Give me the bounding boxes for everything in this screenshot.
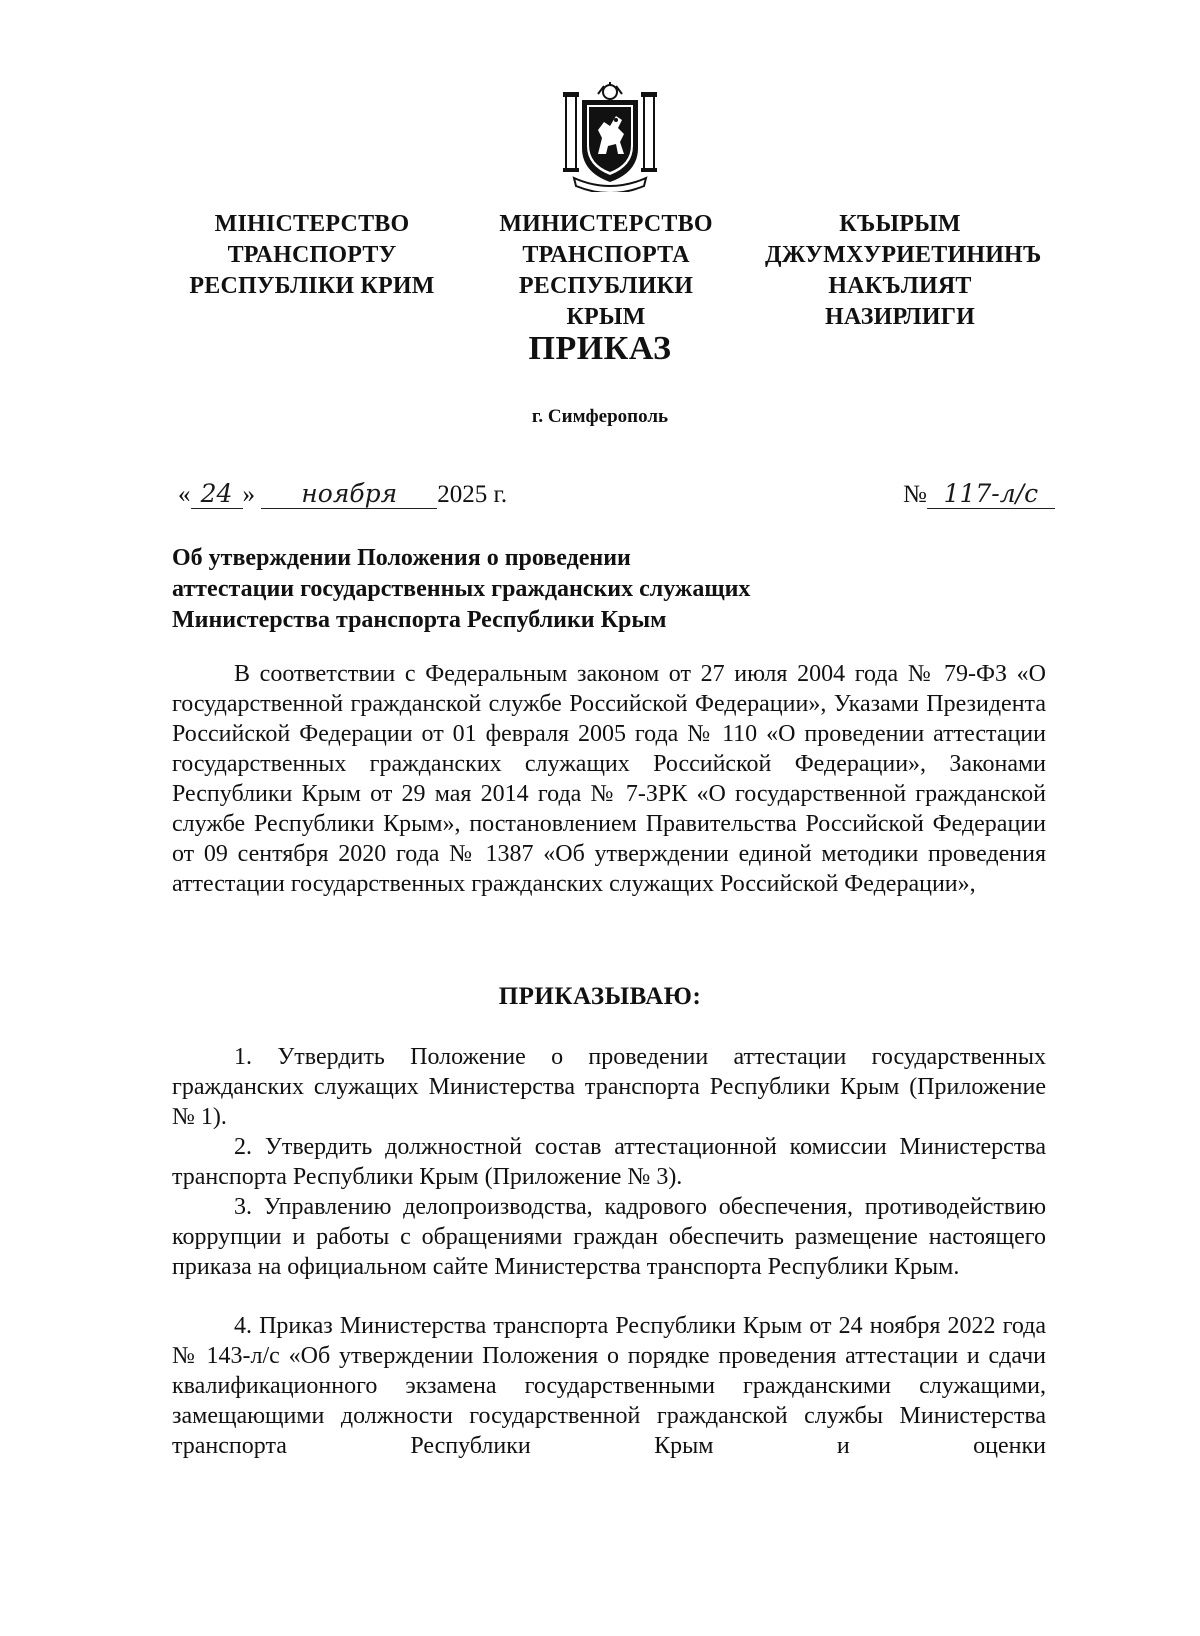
subject-line: Об утверждении Положения о проведении [172,545,631,571]
ministry-name-line: КЪЫРЫМ [839,211,961,237]
ministry-name-line: РЕСПУБЛИКИ КРЫМ [518,273,694,330]
order-number [903,479,1055,509]
subject-line: Министерства транспорта Республики Крым [172,607,667,633]
order-number-handwritten: 117-л/с [927,479,1055,509]
city-line: г. Симферополь [531,406,669,427]
ministry-name-crimean-tatar [765,209,1042,333]
preamble-paragraph: В соответствии с Федеральным законом от 27 июля 2004 года № 79-ФЗ «О государственной гражданской службе Российской Федерации», Указами Президента Российской Федерации от 01 февраля 2005 года № 110 «О проведении аттестации государственных гражданских служащих Российской Федерации», Законами Республики Крым от 29 мая 2014 года № 7-ЗРК «О государственной гражданской службе Республики Крым», постановлением Правительства Российской Федерации от 09 сентября 2020 года № 1387 «Об утверждении единой методики проведения аттестации государственных гражданских служащих Российской Федерации», [172,661,1046,897]
ministry-name-line: МИНИСТЕРСТВО [499,211,713,237]
ministry-name-line: ТРАНСПОРТА [522,242,690,268]
date-day-handwritten: 24 [191,479,243,509]
ministry-name-line: РЕСПУБЛІКИ КРИМ [189,273,435,299]
date-month-handwritten: ноября [261,479,437,509]
date-open-quote: « [178,481,191,508]
ministry-name-line: ТРАНСПОРТУ [227,242,397,268]
crimea-coat-of-arms-icon [558,82,662,192]
order-directive-heading: ПРИКАЗЫВАЮ: [498,983,702,1010]
order-item: 3. Управлению делопроизводства, кадрового обеспечения, противодействию коррупции и работы с обращениями граждан обеспечить размещение настоящего приказа на официальном сайте Министерства транспорта Республики Крым. [172,1194,1046,1280]
date-close-quote: » [242,481,255,508]
date-year: 2025 г. [437,481,508,508]
ministry-name-russian [481,209,731,333]
order-item: 2. Утвердить должностной состав аттестационной комиссии Министерства транспорта Республики Крым (Приложение № 3). [172,1134,1046,1190]
order-item: 1. Утвердить Положение о проведении аттестации государственных гражданских служащих Министерства транспорта Республики Крым (Приложение № 1). [172,1044,1046,1130]
document-title: ПРИКАЗ [528,330,672,367]
order-subject [172,543,872,636]
subject-line: аттестации государственных гражданских служащих [172,576,751,602]
ministry-name-line: НАКЪЛИЯТ НАЗИРЛИГИ [824,273,976,330]
ministry-name-ukrainian [187,209,437,302]
ministry-name-line: МІНІСТЕРСТВО [214,211,410,237]
order-item: 4. Приказ Министерства транспорта Республики Крым от 24 ноября 2022 года № 143-л/с «Об утверждении Положения о порядке проведения аттестации и сдачи квалификационного экзамена государственными гражданскими служащими, замещающими должности государственной гражданской службы Министерства транспорта Республики Крым и оценки [172,1313,1046,1459]
order-date [178,479,507,509]
order-number-prefix: № [903,481,927,508]
ministry-name-line: ДЖУМХУРИЕТИНИНЪ [765,242,1042,268]
